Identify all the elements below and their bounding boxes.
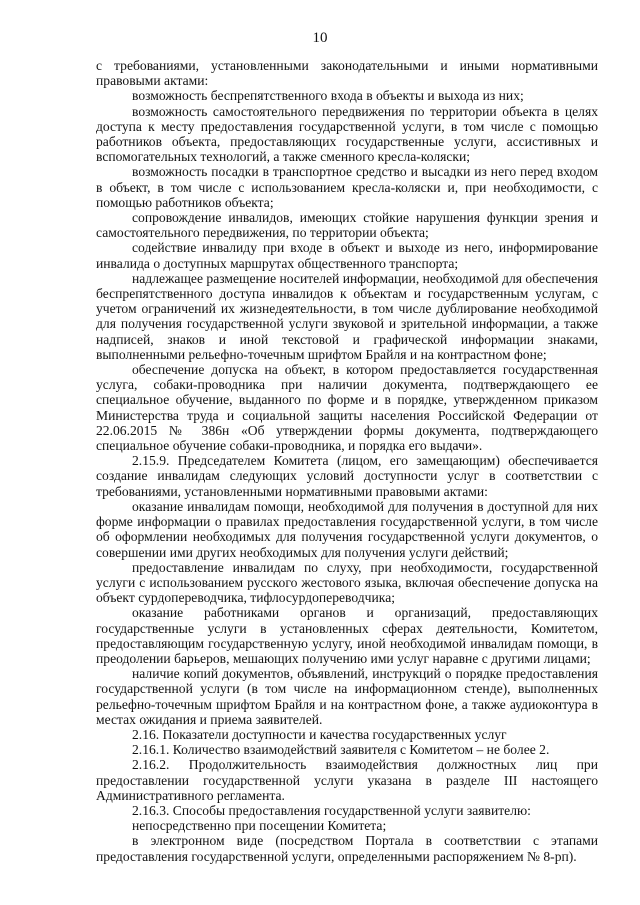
paragraph: предоставление инвалидам по слуху, при необходимости, государственной услуги с использованием русского жестового языка, включая обеспечение допуска на объект сурдопереводчика, тифлосурдопереводчика;	[96, 559, 598, 606]
paragraph: непосредственно при посещении Комитета;	[132, 818, 387, 834]
paragraph: возможность самостоятельного передвижения по территории объекта в целях доступа к месту предоставления государственной услуги, в том числе с помощью работников объекта, предоставляющих государственные услуги, ассистивных и вспомогательных технологий, а также сменного кресла-коляски;	[96, 103, 598, 165]
paragraph: возможность беспрепятственного входа в объекты и выхода из них;	[132, 88, 524, 104]
paragraph: надлежащее размещение носителей информации, необходимой для обеспечения беспрепятственного доступа инвалидов к объектам и государственным услугам, с учетом ограничений их жизнедеятельности, в том числе дублирование необходимой для получения государственной услуги звуковой и зрительной информации, а также надписей, знаков и иной текстовой и графической информации знаками, выполненными рельефно-точечным шрифтом Брайля и на контрастном фоне;	[96, 270, 599, 362]
paragraph: наличие копий документов, объявлений, инструкций о порядке предоставления государственной услуги (в том числе на информационном стенде), выполненных рельефно-точечным шрифтом Брайля и на контрастном фоне, а также аудиоконтура в местах ожидания и приема заявителей.	[96, 666, 598, 727]
paragraph: 2.16.2. Продолжительность взаимодействия должностных лиц при предоставлении государственной услуги указана в разделе III настоящего Административного регламента.	[96, 757, 598, 803]
paragraph: возможность посадки в транспортное средство и высадки из него перед входом в объект, в том числе с использованием кресла-коляски и, при необходимости, с помощью работников объекта;	[96, 164, 598, 210]
paragraph: 2.15.9. Председателем Комитета (лицом, его замещающим) обеспечивается создание инвалидам следующих условий доступности услуг в соответствии с требованиями, установленными нормативными правовыми актами:	[96, 453, 598, 499]
paragraph: сопровождение инвалидов, имеющих стойкие нарушения функции зрения и самостоятельного передвижения, по территории объекта;	[96, 210, 598, 241]
paragraph: оказание инвалидам помощи, необходимой для получения в доступной для них форме информации о правилах предоставления государственной услуги, в том числе об оформлении необходимых для получения государственной услуги документов, о совершении ими других необходимых для получения услуги действий;	[96, 498, 598, 560]
paragraph: 2.16. Показатели доступности и качества государственных услуг	[132, 726, 507, 742]
paragraph: 2.16.1. Количество взаимодействий заявителя с Комитетом – не более 2.	[132, 742, 550, 758]
document-body	[96, 58, 598, 864]
paragraph: обеспечение допуска на объект, в котором предоставляется государственная услуга, собаки-проводника при наличии документа, подтверждающего ее специальное обучение, выданного по форме и в порядке, утвержденном приказом Министерства труда и социальной защиты населения Российской Федерации от 22.06.2015 № 386н «Об утверждении формы документа, подтверждающего специальное обучение собаки-проводника, и порядка его выдачи».	[96, 362, 598, 454]
paragraph: оказание работниками органов и организаций, предоставляющих государственные услуги в установленных сферах деятельности, Комитетом, предоставляющим государственную услугу, иной необходимой инвалидам помощи, в преодолении барьеров, мешающих получению ими услуг наравне с другими лицами;	[96, 605, 598, 666]
paragraph: с требованиями, установленными законодательными и иными нормативными правовыми актами:	[96, 58, 598, 89]
paragraph: 2.16.3. Способы предоставления государственной услуги заявителю:	[132, 802, 531, 818]
page-number: 10	[312, 30, 328, 46]
paragraph: в электронном виде (посредством Портала в соответствии с этапами предоставления государственной услуги, определенными распоряжением № 8-рп).	[96, 833, 598, 864]
paragraph: содействие инвалиду при входе в объект и выходе из него, информирование инвалида о доступных маршрутах общественного транспорта;	[96, 240, 598, 271]
